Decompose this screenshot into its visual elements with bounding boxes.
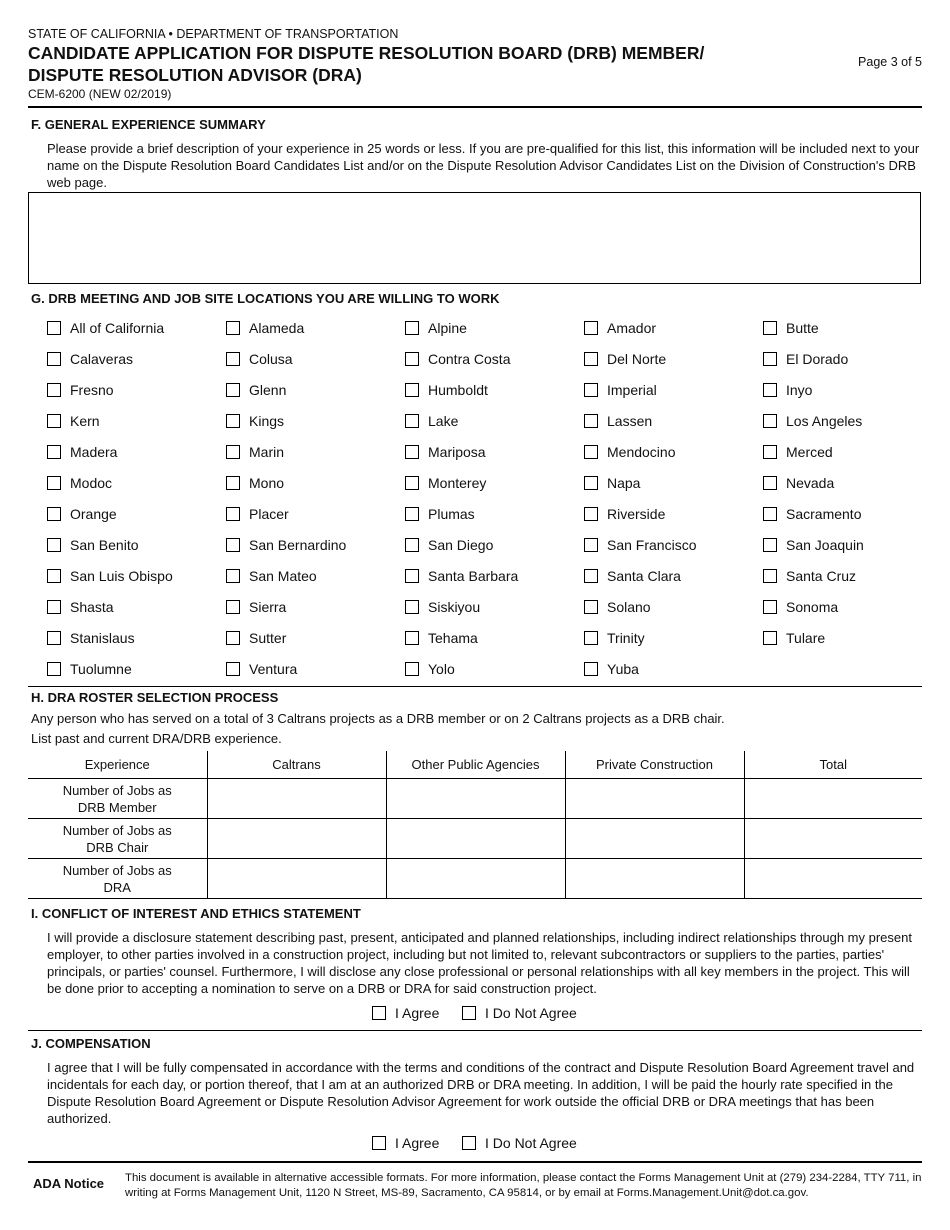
- location-label-alpine: Alpine: [428, 320, 467, 336]
- col-header-experience: Experience: [28, 751, 207, 779]
- location-label-napa: Napa: [607, 475, 641, 491]
- ada-notice-title: ADA Notice: [33, 1176, 105, 1191]
- ethics-agree-checkbox[interactable]: [372, 1006, 386, 1020]
- cell-input-total[interactable]: [744, 859, 922, 899]
- location-checkbox-alpine[interactable]: [405, 321, 419, 335]
- location-label-kings: Kings: [249, 413, 285, 429]
- ada-notice-text: This document is available in alternative accessible formats. For more information, please contact the Forms Management Unit at (279) 234-2284, TTY 711, in writing at Forms Management Unit, 1120 N Street, MS-89, Sacramento, CA 95814, or by email at Forms.Management.Unit@dot.ca.gov.: [125, 1172, 922, 1199]
- form-number: CEM-6200 (NEW 02/2019): [28, 87, 172, 101]
- location-label-sonoma: Sonoma: [786, 599, 839, 615]
- location-checkbox-santa-clara[interactable]: [584, 569, 598, 583]
- location-checkbox-shasta[interactable]: [47, 600, 61, 614]
- ethics-disagree-checkbox[interactable]: [462, 1006, 476, 1020]
- section-divider-h: [28, 686, 922, 687]
- location-checkbox-san-joaquin[interactable]: [763, 538, 777, 552]
- location-checkbox-tuolumne[interactable]: [47, 662, 61, 676]
- location-checkbox-madera[interactable]: [47, 445, 61, 459]
- section-divider-j: [28, 1030, 922, 1031]
- location-checkbox-yuba[interactable]: [584, 662, 598, 676]
- location-label-sierra: Sierra: [249, 599, 287, 615]
- location-label-siskiyou: Siskiyou: [428, 599, 481, 615]
- location-label-solano: Solano: [607, 599, 651, 615]
- location-label-san-mateo: San Mateo: [249, 568, 317, 584]
- row-label: [28, 779, 207, 819]
- section-i-text: I will provide a disclosure statement describing past, present, anticipated and planned relationships, including indirect relationships through my present employer, to other parties involved in a construction project, including but not limited to, relevant subcontractors or suppliers to the parties, parties' principals, or parties' counsel. Furthermore, I will disclose any close professional or personal relationships with all key members in the project. This will be done prior to accepting a nomination to serve on a DRB or DRA for said construction project.: [47, 930, 912, 996]
- location-checkbox-calaveras[interactable]: [47, 352, 61, 366]
- location-label-inyo: Inyo: [786, 382, 813, 398]
- location-checkbox-glenn[interactable]: [226, 383, 240, 397]
- location-checkbox-sacramento[interactable]: [763, 507, 777, 521]
- location-checkbox-colusa[interactable]: [226, 352, 240, 366]
- table-row-drb-chair: [28, 819, 922, 859]
- cell-input-private[interactable]: [565, 859, 744, 899]
- location-label-yolo: Yolo: [428, 661, 455, 677]
- location-label-tuolumne: Tuolumne: [70, 661, 132, 677]
- location-checkbox-siskiyou[interactable]: [405, 600, 419, 614]
- location-checkbox-alameda[interactable]: [226, 321, 240, 335]
- location-checkbox-modoc[interactable]: [47, 476, 61, 490]
- location-checkbox-humboldt[interactable]: [405, 383, 419, 397]
- location-label-monterey: Monterey: [428, 475, 487, 491]
- location-checkbox-marin[interactable]: [226, 445, 240, 459]
- location-checkbox-solano[interactable]: [584, 600, 598, 614]
- location-label-colusa: Colusa: [249, 351, 293, 367]
- location-checkbox-yolo[interactable]: [405, 662, 419, 676]
- location-label-glenn: Glenn: [249, 382, 287, 398]
- location-checkbox-los-angeles[interactable]: [763, 414, 777, 428]
- location-label-san-benito: San Benito: [70, 537, 139, 553]
- compensation-agree-checkbox[interactable]: [372, 1136, 386, 1150]
- col-header-caltrans: Caltrans: [207, 751, 386, 779]
- location-label-sacramento: Sacramento: [786, 506, 862, 522]
- compensation-agree-label: I Agree: [395, 1135, 440, 1151]
- section-g-title: G. DRB MEETING AND JOB SITE LOCATIONS YOU ARE WILLING TO WORK: [31, 291, 500, 306]
- location-label-marin: Marin: [249, 444, 285, 460]
- experience-table-header: [28, 751, 922, 779]
- experience-summary-input[interactable]: [28, 192, 921, 284]
- location-label-merced: Merced: [786, 444, 833, 460]
- agency-name: STATE OF CALIFORNIA • DEPARTMENT OF TRANSPORTATION: [28, 27, 399, 41]
- row-label-line1: Number of Jobs as: [62, 862, 172, 878]
- location-checkbox-san-benito[interactable]: [47, 538, 61, 552]
- location-checkbox-trinity[interactable]: [584, 631, 598, 645]
- section-h-instruction: List past and current DRA/DRB experience.: [31, 731, 282, 746]
- compensation-disagree-label: I Do Not Agree: [485, 1135, 577, 1151]
- location-label-mendocino: Mendocino: [607, 444, 676, 460]
- cell-input-private[interactable]: [565, 779, 744, 819]
- location-checkbox-tulare[interactable]: [763, 631, 777, 645]
- row-label-line1: Number of Jobs as: [62, 782, 172, 798]
- location-checkbox-riverside[interactable]: [584, 507, 598, 521]
- compensation-disagree-checkbox[interactable]: [462, 1136, 476, 1150]
- section-f-title: F. GENERAL EXPERIENCE SUMMARY: [31, 117, 266, 132]
- form-title-line2: DISPUTE RESOLUTION ADVISOR (DRA): [28, 65, 362, 85]
- location-label-orange: Orange: [70, 506, 117, 522]
- location-checkbox-mariposa[interactable]: [405, 445, 419, 459]
- form-title-line1: CANDIDATE APPLICATION FOR DISPUTE RESOLUTION BOARD (DRB) MEMBER/: [28, 43, 705, 63]
- location-label-shasta: Shasta: [70, 599, 114, 615]
- location-checkbox-san-francisco[interactable]: [584, 538, 598, 552]
- experience-table: [28, 751, 922, 899]
- location-checkbox-ventura[interactable]: [226, 662, 240, 676]
- location-checkbox-kern[interactable]: [47, 414, 61, 428]
- location-checkbox-placer[interactable]: [226, 507, 240, 521]
- cell-input-total[interactable]: [744, 779, 922, 819]
- location-checkbox-orange[interactable]: [47, 507, 61, 521]
- header-divider: [28, 106, 922, 108]
- location-label-kern: Kern: [70, 413, 100, 429]
- location-label-san-joaquin: San Joaquin: [786, 537, 864, 553]
- location-label-fresno: Fresno: [70, 382, 114, 398]
- section-j-text: I agree that I will be fully compensated in accordance with the terms and conditions of the contract and Dispute Resolution Board Agreement travel and incidentals for each day, or portion thereof, that I am at an authorized DRB or DRA meeting. In addition, I will be paid the hourly rate specified in the Dispute Resolution Board Agreement or Dispute Resolution Advisor Agreement for work outside the official DRB or DRA meetings that has been authorized.: [47, 1060, 915, 1126]
- location-label-san-diego: San Diego: [428, 537, 494, 553]
- location-label-san-bernardino: San Bernardino: [249, 537, 347, 553]
- cell-input-private[interactable]: [565, 819, 744, 859]
- location-label-imperial: Imperial: [607, 382, 657, 398]
- location-checkbox-all-of-california[interactable]: [47, 321, 61, 335]
- cell-input-other-public[interactable]: [386, 819, 565, 859]
- cell-input-caltrans[interactable]: [207, 859, 386, 899]
- location-label-nevada: Nevada: [786, 475, 835, 491]
- location-checkbox-fresno[interactable]: [47, 383, 61, 397]
- location-label-trinity: Trinity: [607, 630, 645, 646]
- location-checkbox-napa[interactable]: [584, 476, 598, 490]
- location-label-plumas: Plumas: [428, 506, 475, 522]
- col-header-private-construction: Private Construction: [565, 751, 744, 779]
- row-label-line2: DRB Chair: [86, 839, 149, 855]
- location-checkbox-amador[interactable]: [584, 321, 598, 335]
- location-checkbox-inyo[interactable]: [763, 383, 777, 397]
- location-label-ventura: Ventura: [249, 661, 298, 677]
- row-label-line1: Number of Jobs as: [62, 822, 172, 838]
- location-checkbox-san-mateo[interactable]: [226, 569, 240, 583]
- location-label-mono: Mono: [249, 475, 285, 491]
- location-label-alameda: Alameda: [249, 320, 305, 336]
- location-checkbox-san-bernardino[interactable]: [226, 538, 240, 552]
- location-checkbox-mendocino[interactable]: [584, 445, 598, 459]
- location-checkbox-kings[interactable]: [226, 414, 240, 428]
- location-checkbox-san-diego[interactable]: [405, 538, 419, 552]
- location-checkbox-mono[interactable]: [226, 476, 240, 490]
- table-row-drb-member: [28, 779, 922, 819]
- section-f-instructions: Please provide a brief description of your experience in 25 words or less. If you are pre-qualified for this list, this information will be included next to your name on the Dispute Resolution Board Candidates List and/or on the Dispute Resolution Advisor Candidates List on the Division of Construction's DRB web page.: [47, 141, 920, 190]
- location-label-riverside: Riverside: [607, 506, 666, 522]
- location-checkbox-monterey[interactable]: [405, 476, 419, 490]
- cell-input-caltrans[interactable]: [207, 819, 386, 859]
- location-label-lassen: Lassen: [607, 413, 653, 429]
- location-label-santa-clara: Santa Clara: [607, 568, 681, 584]
- location-label-contra-costa: Contra Costa: [428, 351, 511, 367]
- location-label-tulare: Tulare: [786, 630, 826, 646]
- section-i-title: I. CONFLICT OF INTEREST AND ETHICS STATEMENT: [31, 906, 361, 921]
- location-label-modoc: Modoc: [70, 475, 113, 491]
- location-label-yuba: Yuba: [607, 661, 639, 677]
- location-checkbox-stanislaus[interactable]: [47, 631, 61, 645]
- cell-input-other-public[interactable]: [386, 779, 565, 819]
- section-j-title: J. COMPENSATION: [31, 1036, 151, 1051]
- location-label-sutter: Sutter: [249, 630, 287, 646]
- location-label-madera: Madera: [70, 444, 118, 460]
- ethics-agree-label: I Agree: [395, 1005, 440, 1021]
- location-label-santa-cruz: Santa Cruz: [786, 568, 857, 584]
- location-checkbox-el-dorado[interactable]: [763, 352, 777, 366]
- section-h-criteria: Any person who has served on a total of 3 Caltrans projects as a DRB member or on 2 Caltrans projects as a DRB chair.: [31, 711, 725, 726]
- location-label-san-francisco: San Francisco: [607, 537, 697, 553]
- location-checkbox-sonoma[interactable]: [763, 600, 777, 614]
- location-label-amador: Amador: [607, 320, 657, 336]
- footer-divider: [28, 1161, 922, 1163]
- location-checkbox-santa-cruz[interactable]: [763, 569, 777, 583]
- row-label-line2: DRA: [103, 879, 131, 895]
- location-checkbox-sutter[interactable]: [226, 631, 240, 645]
- location-label-stanislaus: Stanislaus: [70, 630, 135, 646]
- col-header-other-public-agencies: Other Public Agencies: [386, 751, 565, 779]
- cell-input-other-public[interactable]: [386, 859, 565, 899]
- location-checkbox-san-luis-obispo[interactable]: [47, 569, 61, 583]
- location-checkbox-sierra[interactable]: [226, 600, 240, 614]
- location-label-del-norte: Del Norte: [607, 351, 667, 367]
- location-checkbox-santa-barbara[interactable]: [405, 569, 419, 583]
- location-label-mariposa: Mariposa: [428, 444, 486, 460]
- location-label-el-dorado: El Dorado: [786, 351, 849, 367]
- row-label: [28, 859, 207, 899]
- location-checkbox-del-norte[interactable]: [584, 352, 598, 366]
- form-title: [28, 42, 828, 86]
- location-label-santa-barbara: Santa Barbara: [428, 568, 519, 584]
- location-checkbox-tehama[interactable]: [405, 631, 419, 645]
- row-label-line2: DRB Member: [77, 799, 157, 815]
- page-number: Page 3 of 5: [858, 55, 922, 69]
- location-label-los-angeles: Los Angeles: [786, 413, 863, 429]
- location-label-calaveras: Calaveras: [70, 351, 134, 367]
- col-header-total: Total: [744, 751, 922, 779]
- location-label-lake: Lake: [428, 413, 459, 429]
- location-label-all-of-california: All of California: [70, 320, 165, 336]
- location-checkbox-lassen[interactable]: [584, 414, 598, 428]
- location-label-butte: Butte: [786, 320, 819, 336]
- location-checkbox-butte[interactable]: [763, 321, 777, 335]
- location-label-placer: Placer: [249, 506, 289, 522]
- cell-input-caltrans[interactable]: [207, 779, 386, 819]
- location-checkbox-merced[interactable]: [763, 445, 777, 459]
- cell-input-total[interactable]: [744, 819, 922, 859]
- section-h-title: H. DRA ROSTER SELECTION PROCESS: [31, 690, 279, 705]
- location-label-tehama: Tehama: [428, 630, 478, 646]
- location-label-san-luis-obispo: San Luis Obispo: [70, 568, 173, 584]
- location-checkbox-imperial[interactable]: [584, 383, 598, 397]
- location-label-humboldt: Humboldt: [428, 382, 488, 398]
- ethics-disagree-label: I Do Not Agree: [485, 1005, 577, 1021]
- location-checkbox-plumas[interactable]: [405, 507, 419, 521]
- table-row-dra: [28, 859, 922, 899]
- location-checkbox-contra-costa[interactable]: [405, 352, 419, 366]
- row-label: [28, 819, 207, 859]
- location-checkbox-lake[interactable]: [405, 414, 419, 428]
- location-checkbox-nevada[interactable]: [763, 476, 777, 490]
